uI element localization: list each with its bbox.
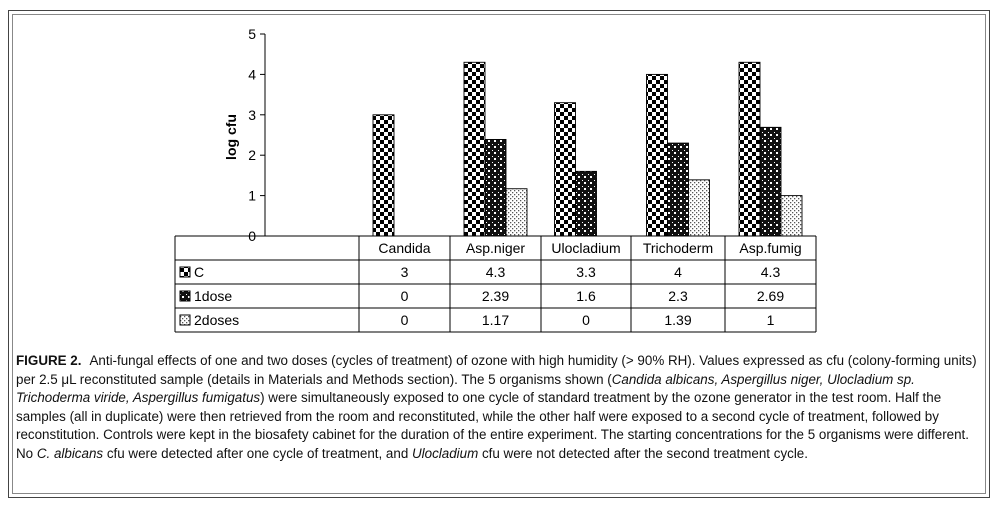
category-label: Ulocladium	[551, 240, 621, 256]
caption-italic-segment: Candida albicans, Aspergillus niger, Ulocladium sp. Trichoderma viride, Aspergillus fumigatus	[16, 371, 915, 406]
legend-swatch-1dose	[180, 291, 190, 301]
table-value-label: 1	[766, 312, 775, 328]
caption-segment: cfu were not detected after the second treatment cycle.	[478, 445, 808, 461]
bar-2doses-Trichoderm	[689, 180, 710, 236]
y-tick-label: 5	[248, 26, 256, 42]
table-value-label: 0	[400, 288, 409, 304]
table-value-label: 1.39	[664, 312, 692, 328]
bars	[373, 62, 802, 236]
y-tick-label: 3	[248, 106, 256, 123]
bar-1dose-Asp.fumig	[760, 127, 781, 236]
table-value-label: 3.3	[576, 264, 596, 280]
caption-segment: Anti-fungal effects of one and two doses (cycles of treatment) of ozone with high humidity (> 90% RH). Values expressed as cfu (colony-forming units) per 2.5 μL reconstituted sample (details in Materials and Methods section). The 5 organisms shown (	[16, 353, 977, 387]
table-value-label: 1.17	[481, 312, 510, 328]
table-value-label: 0	[582, 312, 590, 328]
y-tick-label: 4	[248, 66, 256, 83]
caption-text	[16, 353, 977, 461]
bar-C-Asp.fumig	[739, 62, 760, 236]
bar-1dose-Trichoderm	[668, 143, 689, 236]
bar-C-Ulocladium	[555, 103, 576, 236]
table-value-label: 4	[674, 264, 682, 280]
figure-caption	[16, 352, 981, 464]
bar-C-Candida	[373, 115, 394, 236]
bar-1dose-Asp.niger	[485, 139, 506, 236]
table-value-label: 0	[400, 312, 409, 328]
y-tick-label: 2	[248, 147, 256, 164]
category-label: Candida	[378, 240, 431, 256]
y-tick-label: 1	[248, 187, 256, 204]
table-value-label: 2.69	[756, 288, 785, 304]
legend-label-1dose: 1dose	[194, 288, 233, 304]
category-label: Asp.fumig	[739, 240, 802, 256]
bar-2doses-Asp.niger	[506, 189, 527, 236]
legend-swatch-C	[180, 267, 190, 277]
category-label: Asp.niger	[465, 240, 526, 256]
table-value-label: 2.39	[481, 288, 510, 304]
caption-italic-segment: C. albicans	[36, 445, 104, 461]
table-value-label: 2.3	[668, 288, 688, 304]
legend-label-C: C	[194, 264, 205, 280]
y-axis	[248, 26, 265, 244]
legend-swatch-2doses	[180, 315, 190, 325]
category-label: Trichoderm	[642, 240, 714, 256]
figure-label: FIGURE 2.	[16, 353, 82, 368]
caption-italic-segment: Ulocladium	[412, 445, 479, 461]
table-value-label: 4.3	[485, 264, 506, 280]
bar-C-Trichoderm	[647, 74, 668, 236]
y-axis-label: log cfu	[223, 114, 239, 160]
table-value-label: 3	[400, 264, 409, 280]
data-table	[175, 236, 816, 332]
table-value-label: 1.6	[576, 288, 596, 304]
caption-segment: ) were simultaneously exposed to one cycle of standard treatment by the ozone generator in the test room. Half the samples (all in duplicate) were then retrieved from the room and reconstituted, while the other half were exposed to a second cycle of treatment, followed by reconstitution. Controls were kept in the biosafety cabinet for the duration of the entire experiment. The starting concentrations for the 5 organisms were different. No	[16, 390, 969, 461]
y-tick-label: 0	[248, 228, 256, 244]
bar-2doses-Asp.fumig	[781, 196, 802, 236]
bar-1dose-Ulocladium	[576, 171, 597, 236]
caption-segment: cfu were detected after one cycle of treatment, and	[103, 445, 412, 461]
table-value-label: 4.3	[760, 264, 781, 280]
bar-C-Asp.niger	[464, 62, 485, 236]
legend-label-2doses: 2doses	[194, 312, 240, 328]
